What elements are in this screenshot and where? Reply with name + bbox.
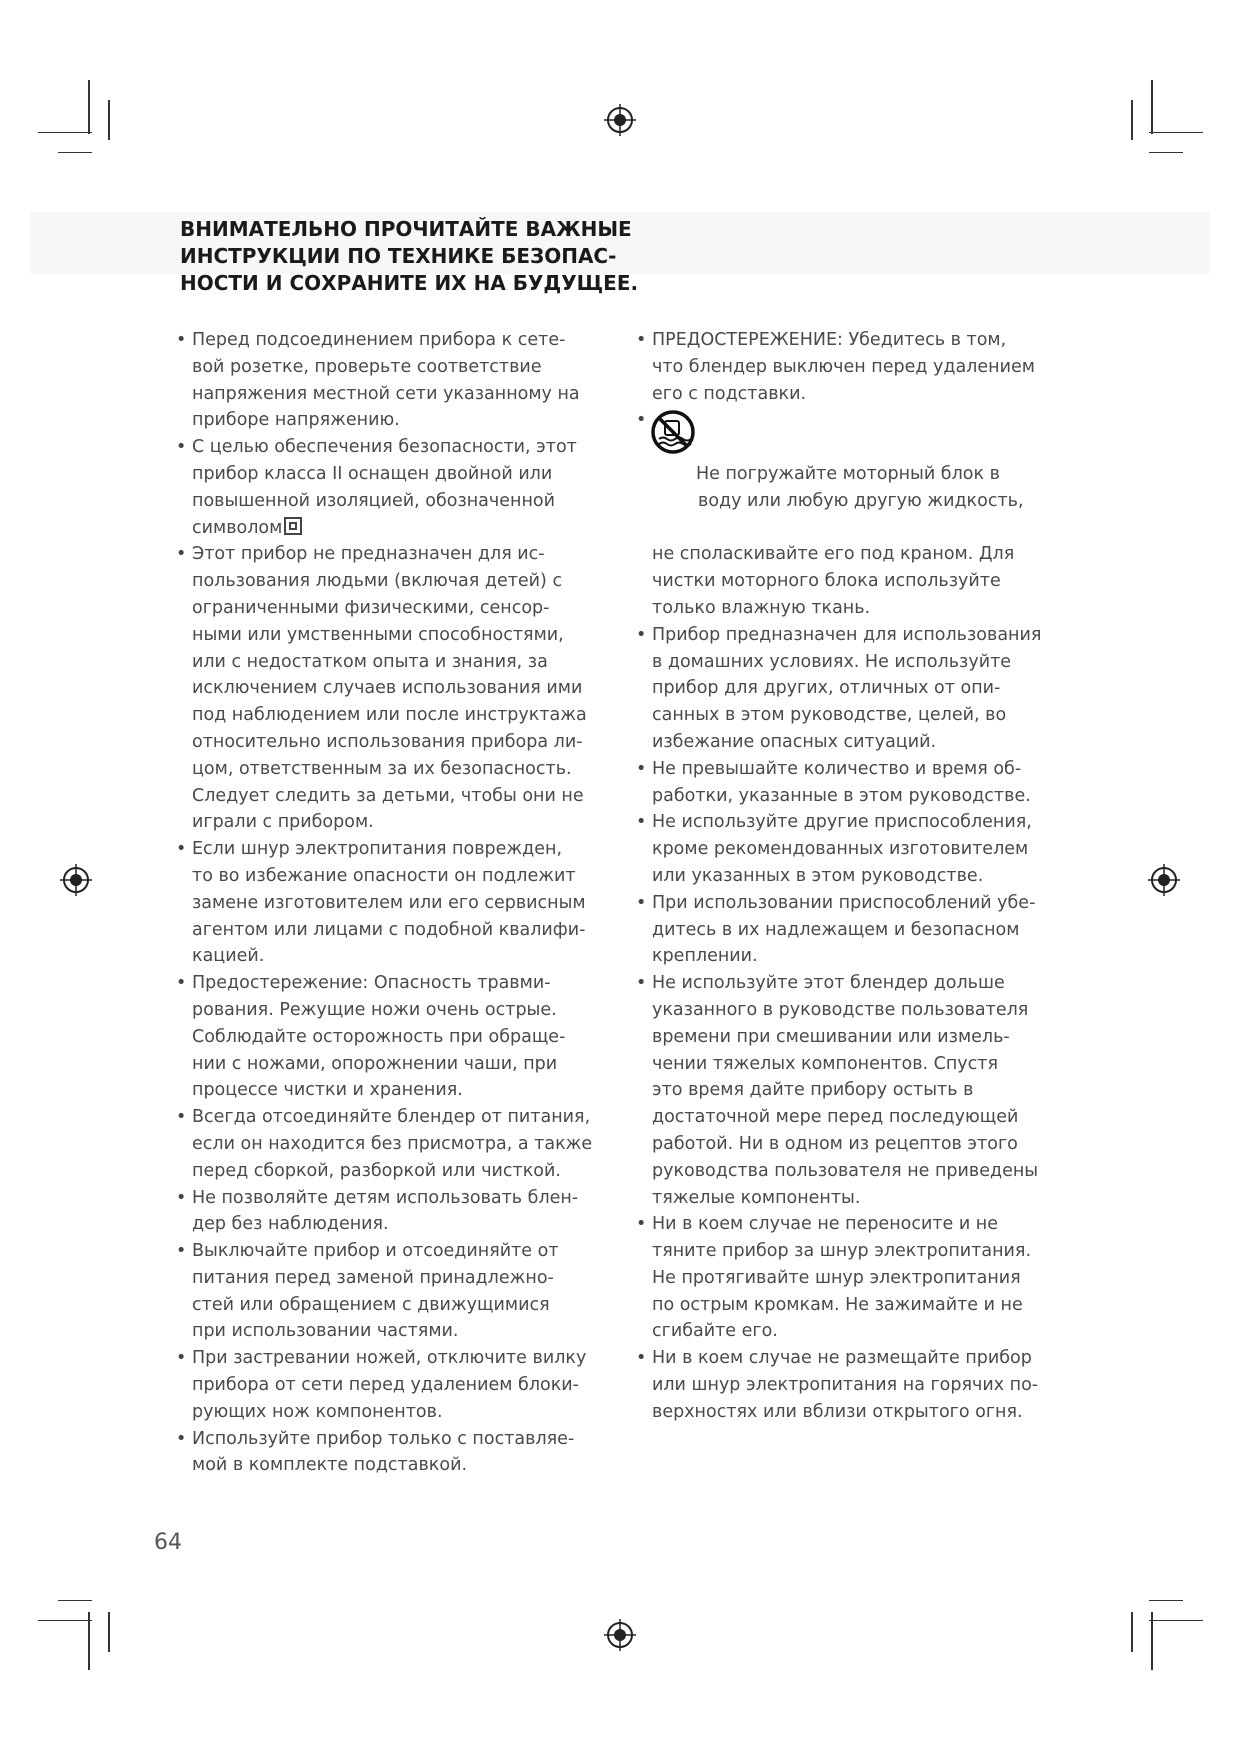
registration-mark-icon [603,1618,637,1652]
list-item: • Не позволяйте детям использовать блен- дер без наблюдения. [176,1185,606,1239]
list-item: • При использовании приспособлений убе- дитесь в их надлежащем и безопасном креплении. [636,890,1056,970]
list-item: • Если шнур электропитания поврежден, то во избежание опасности он подлежит замене изготовителем или его сервисным агентом или лицами с подобной квалифи- кацией. [176,836,606,970]
no-immersion-icon [650,409,696,455]
page-title: ВНИМАТЕЛЬНО ПРОЧИТАЙТЕ ВАЖНЫЕ ИНСТРУКЦИИ ПО ТЕХНИКЕ БЕЗОПАС- НОСТИ И СОХРАНИТЕ ИХ НА БУДУЩЕЕ. [180,217,639,295]
list-item: • Не превышайте количество и время об- работки, указанные в этом руководстве. [636,756,1056,810]
list-item: • Прибор предназначен для использования в домашних условиях. Не используйте прибор для других, отличных от опи- санных в этом руководстве, целей, во избежание опасных ситуаций. [636,622,1056,756]
list-item: • Используйте прибор только с поставляе- мой в комплекте подставкой. [176,1426,606,1480]
list-item: • Не используйте этот блендер дольше указанного в руководстве пользователя времени при смешивании или измель- чении тяжелых компонентов. Спустя это время дайте прибору остыть в достаточной мере перед последующей работой. Ни в одном из рецептов этого руководства пользователя не приведены тяжелые компоненты. [636,970,1056,1211]
list-item: • При застревании ножей, отключите вилку прибора от сети перед удалением блоки- рующих нож компонентов. [176,1345,606,1425]
registration-mark-icon [1147,863,1181,897]
list-item: • Предостережение: Опасность травми- рования. Режущие ножи очень острые. Соблюдайте осторожность при обраще- нии с ножами, опорожнении чаши, при процессе чистки и хранения. [176,970,606,1104]
list-item: • Ни в коем случае не переносите и не тяните прибор за шнур электропитания. Не протягивайте шнур электропитания по острым кромкам. Не зажимайте и не сгибайте его. [636,1211,1056,1345]
registration-mark-icon [603,103,637,137]
page-number: 64 [154,1530,182,1555]
left-column [176,327,606,1479]
list-item [176,434,606,541]
list-item: • Выключайте прибор и отсоединяйте от питания перед заменой принадлежно- стей или обращением с движущимися при использовании частями. [176,1238,606,1345]
list-item: • Перед подсоединением прибора к сете- вой розетке, проверьте соответствие напряжения местной сети указанному на приборе напряжению. [176,327,606,434]
list-item: • ПРЕДОСТЕРЕЖЕНИЕ: Убедитесь в том, что блендер выключен перед удалением его с подставки. [636,327,1056,407]
class2-text: С целью обеспечения безопасности, этот прибор класса II оснащен двойной или повышенной изоляцией, обозначенной символом [192,437,577,538]
list-item: • Не используйте другие приспособления, кроме рекомендованных изготовителем или указанных в этом руководстве. [636,809,1056,889]
list-item: • Всегда отсоединяйте блендер от питания, если он находится без присмотра, а также перед сборкой, разборкой или чисткой. [176,1104,606,1184]
warning-line1: Не погружайте моторный блок в [696,463,1000,484]
list-item [636,407,1056,621]
warning-rest: не споласкивайте его под краном. Для чистки моторного блока используйте только влажную ткань. [652,544,1015,618]
right-column [636,327,1056,1426]
registration-mark-icon [59,863,93,897]
list-item: • Ни в коем случае не размещайте прибор или шнур электропитания на горячих по- верхностях или вблизи открытого огня. [636,1345,1056,1425]
list-item: • Этот прибор не предназначен для ис- пользования людьми (включая детей) с ограниченными физическими, сенсор- ными или умственными способностями, или с недостатком опыта и знания, за исключением случаев использования ими под наблюдением или после инструктажа относительно использования прибора ли- цом, ответственным за их безопасность. Следует следить за детьми, чтобы они не играли с прибором. [176,541,606,836]
class-ii-symbol-icon [284,517,302,535]
warning-line2: воду или любую другую жидкость, [698,490,1024,511]
